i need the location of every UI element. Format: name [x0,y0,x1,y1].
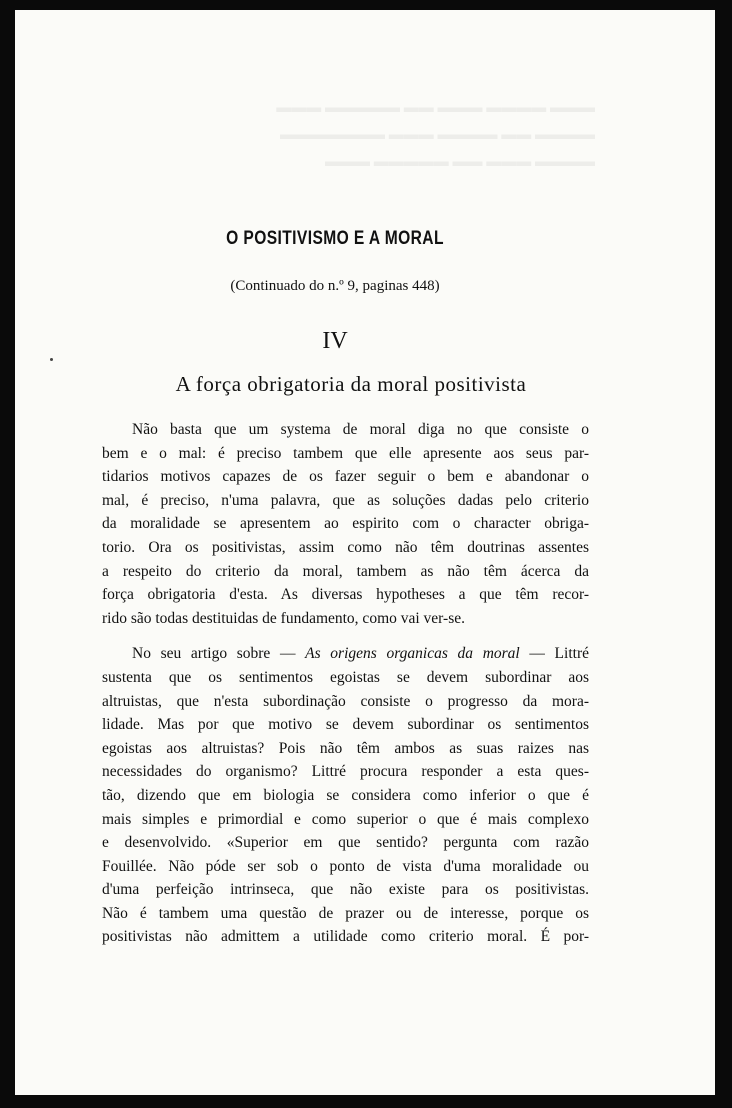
text-line: positivistas não admittem a utilidade como criterio moral. É por- [102,928,589,946]
text-line: a respeito do criterio da moral, tambem as não têm ácerca da [102,562,589,580]
text-line: força obrigatoria d'esta. As diversas hypotheses a que têm recor- [102,586,589,604]
body-text [102,418,589,949]
text-line: rido são todas destituidas de fundamento, como vai ver-se. [102,609,465,627]
text-line: bem e o mal: é preciso tambem que elle apresente aos seus par- [102,444,589,462]
text-line: da moralidade se apresentem ao espirito com o character obriga- [102,515,589,533]
text-line: egoistas aos altruistas? Pois não têm ambos as suas raizes nas [102,739,589,757]
text-line: tidarios motivos capazes de os fazer seguir o bem e abandonar o [102,468,589,486]
text-line: d'uma perfeição intrinseca, que não existe para os positivistas. [102,881,589,899]
italic-title: As origens organicas da moral [305,645,520,663]
text-line: necessidades do organismo? Littré procura responder a esta ques- [102,763,589,781]
paragraph-2 [102,642,589,949]
text-fragment: — Littré [519,645,589,663]
bleed-through-text: ▬▬▬ ▬▬▬▬ ▬▬▬ ▬▬ ▬▬▬▬▬ ▬▬▬ ▬▬▬▬ ▬▬ ▬▬▬▬ ▬▬▬ ▬▬▬▬▬▬▬ ▬▬▬▬ ▬▬▬ ▬▬ ▬▬▬▬▬ ▬▬▬ [276,100,595,170]
text-line: torio. Ora os positivistas, assim como não têm doutrinas assentes [102,538,589,556]
article-title: O POSITIVISMO E A MORAL [226,228,444,249]
text-fragment: No seu artigo sobre — [132,645,306,663]
text-line: e desenvolvido. «Superior em que sentido? pergunta com razão [102,834,589,852]
text-line: altruistas, que n'esta subordinação consiste o progresso da mora- [102,692,589,710]
text-line: tão, dizendo que em biologia se considera como inferior o que é [102,786,589,804]
page [15,10,715,1095]
section-heading: A força obrigatoria da moral positivista [175,372,527,396]
text-line: Não é tambem uma questão de prazer ou de interesse, porque os [102,904,589,922]
text-line: mais simples e primordial e como superior o que é mais complexo [102,810,589,828]
text-line: lidade. Mas por que motivo se devem subordinar os sentimentos [102,716,589,734]
article-subtitle: (Continuado do n.º 9, paginas 448) [230,278,440,294]
text-line: Fouillée. Não póde ser sob o ponto de vista d'uma moralidade ou [102,857,589,875]
text-line: sustenta que os sentimentos egoistas se devem subordinar aos [102,668,589,686]
paragraph-1 [102,418,589,630]
text-line [102,642,589,666]
section-number: IV [322,328,348,354]
scan-speck [50,358,53,361]
text-line: mal, é preciso, n'uma palavra, que as soluções dadas pelo criterio [102,491,589,509]
text-line: Não basta que um systema de moral diga no que consiste o [132,421,589,438]
